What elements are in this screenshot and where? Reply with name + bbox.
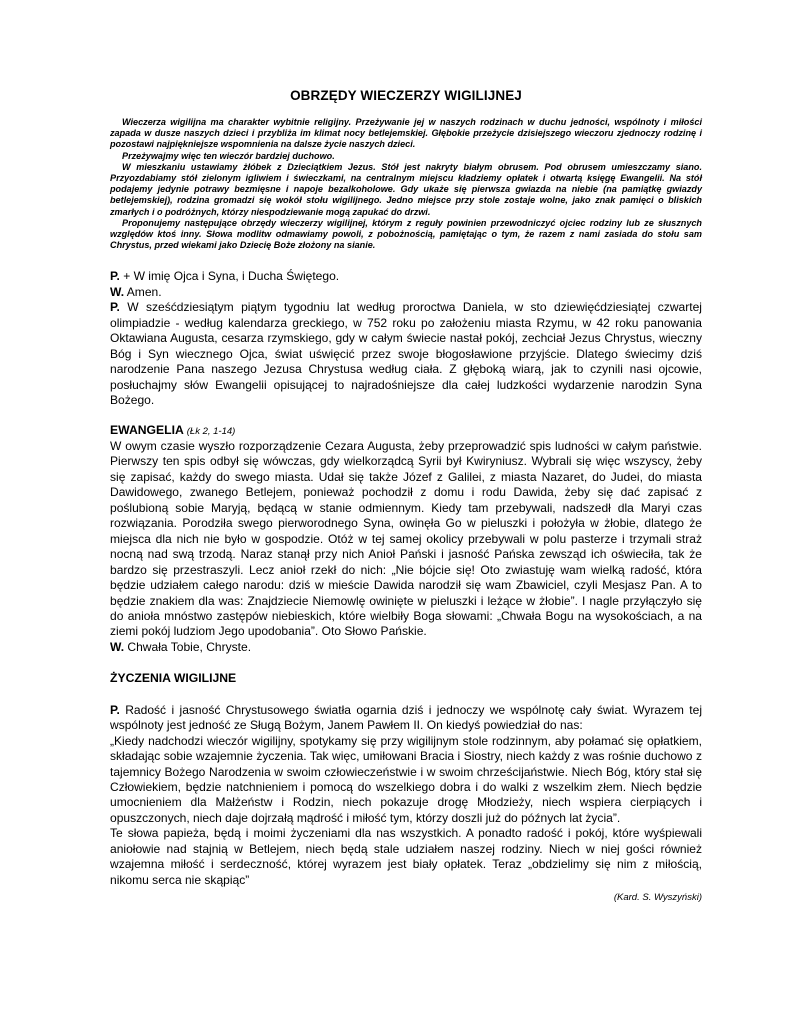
priest-marker: P. [110,269,120,284]
papal-quote: „Kiedy nadchodzi wieczór wigilijny, spotykamy się przy wigilijnym stole rodzinnym, aby połamać się opłatkiem, składając sobie wzajemnie życzenia. Tak więc, umiłowani Bracia i Siostry, niech każdy z was rośnie duchowo z tajemnicy Bożego Narodzenia w swoim człowieczeństwie i w swoim chrześcijaństwie. Niech Bóg, który stał się Człowiekiem, będzie natchnieniem i pomocą do wszelkiego dobra i do walki z wszelkim złem. Niech będzie umocnieniem dla Małżeństw i Rodzin, niech pokazuje drogę Młodzieży, niech wspiera cierpiących i opuszczonych, niech daje dojrzałą mądrość i miłość tym, którzy doszli już do późnych lat życia”. [110,733,702,825]
gospel-reference: (Łk 2, 1-14) [186,425,236,437]
priest-text: Radość i jasność Chrystusowego światła ogarnia dziś i jednoczy we wspólnotę cały świat. Wyrazem tej wspólnoty jest jedność ze Sługą Bożym, Janem Pawłem II. On kiedyś powiedział do nas: [110,702,702,733]
document-page [110,88,702,906]
intro-paragraph: Przeżywajmy więc ten wieczór bardziej duchowo. [122,150,335,161]
response-text: Chwała Tobie, Chryste. [124,639,252,654]
response-line [110,285,702,300]
wishes-priest-line [110,703,702,734]
intro-block [110,117,702,251]
gospel-title: EWANGELIA [110,422,184,437]
priest-marker: P. [110,300,120,315]
priest-line [110,269,702,284]
priest-text: + W imię Ojca i Syna, i Ducha Świętego. [119,269,340,284]
priest-introduction [110,300,702,408]
response-line [110,640,702,655]
priest-marker: P. [110,702,120,717]
wishes-heading: ŻYCZENIA WIGILIJNE [110,671,237,686]
page-title: OBRZĘDY WIECZERZY WIGILIJNEJ [290,88,522,103]
intro-paragraph: Wieczerza wigilijna ma charakter wybitnie religijny. Przeżywanie jej w naszych rodzinach w duchu jedności, wspólnoty i miłości zapada w dusze naszych dzieci i przybliża im klimat nocy betlejemskiej. Głębokie przeżycie dzisiejszego wieczoru zjednoczy rodzinę i pozostawi najpiękniejsze wspomnienia na dalsze życie naszych dzieci. [110,117,702,150]
gospel-text: W owym czasie wyszło rozporządzenie Cezara Augusta, żeby przeprowadzić spis ludności w całym państwie. Pierwszy ten spis odbył się wówczas, gdy wielkorządcą Syrii był Kwiryniusz. Wybrali się więc wszyscy, żeby się zapisać, każdy do swego miasta. Udał się także Józef z Galilei, z miasta Nazaret, do Judei, do miasta Dawidowego, zwanego Betlejem, ponieważ pochodził z domu i rodu Dawida, żeby się dać zapisać z poślubioną sobie Maryją, będącą w stanie odmiennym. Kiedy tam przebywali, nadszedł dla Maryi czas rozwiązania. Porodziła swego pierworodnego Syna, owinęła Go w pieluszki i położyła w żłobie, dlatego że miejsca dla nich nie było w gospodzie. Otóż w tej samej okolicy przebywali w polu pasterze i trzymali straż nocną nad swą trzodą. Naraz stanął przy nich Anioł Pański i jasność Pańska zewsząd ich oświeciła, tak że bardzo się przestraszyli. Lecz anioł rzekł do nich: „Nie bójcie się! Oto zwiastuję wam wielką radość, która będzie udziałem całego narodu: dziś w mieście Dawida narodził się wam Zbawiciel, czyli Mesjasz Pan. A to będzie znakiem dla was: Znajdziecie Niemowlę owinięte w pieluszki i leżące w żłobie”. I nagle przyłączyło się do anioła mnóstwo zastępów niebieskich, które wielbiły Boga słowami: „Chwała Bogu na wysokościach, a na ziemi pokój ludziom Jego upodobania”. Oto Słowo Pańskie. [110,438,702,639]
intro-paragraph: Proponujemy następujące obrzędy wieczerzy wigilijnej, którym z reguły powinien przewodniczyć ojciec rodziny lub ze słusznych względów ktoś inny. Słowa modlitw odmawiamy powoli, z pobożnością, pamiętając o tym, że razem z nami zasiada do stołu sam Chrystus, przed wiekami jako Dziecię Boże złożony na sianie. [110,217,702,251]
quote-attribution: (Kard. S. Wyszyński) [613,892,702,904]
response-marker: W. [110,639,125,654]
intro-paragraph: W mieszkaniu ustawiamy żłóbek z Dzieciątkiem Jezus. Stół jest nakryty białym obrusem. Pod obrusem umieszczamy siano. Przyozdabiamy stół zielonym igliwiem i świeczkami, na centralnym miejscu kładziemy opłatek i otwartą księgę Ewangelii. Na stół podajemy jedynie potrawy bezmięsne i napoje bezalkoholowe. Gdy ukaże się pierwsza gwiazda na niebie (na pamiątkę gwiazdy betlejemskiej), rodzina gromadzi się wokół stołu wigilijnego. Jedno miejsce przy stole zostaje wolne, jako znak pamięci o bliskich zmarłych i o podróżnych, którzy niespodziewanie mogą zapukać do drzwi. [110,161,702,217]
body-text [110,269,702,905]
gospel-heading [110,423,702,439]
closing-paragraph: Te słowa papieża, będą i moimi życzeniami dla nas wszystkich. A ponadto radość i pokój, które wyśpiewali aniołowie nad stajnią w Betlejem, niech będą stale udziałem naszej rodziny. Niech w niej gości również wzajemna miłość i serdeczność, której wyrazem jest biały opłatek. Teraz „obdzielimy się nim z miłością, nikomu serca nie skąpiąc” [110,826,702,887]
response-text: Amen. [124,284,162,299]
response-marker: W. [110,284,125,299]
priest-text: W sześćdziesiątym piątym tygodniu lat według proroctwa Daniela, w sto dziewięćdziesiątej czwartej olimpiadzie - według kalendarza greckiego, w 752 roku po założeniu miasta Rzymu, w 42 roku panowania Oktawiana Augusta, cesarza rzymskiego, gdy w całym świecie nastał pokój, zechciał Jezus Chrystus, wieczny Bóg i Syn wiecznego Ojca, świat uświęcić przez swoje błogosławione przyjście. Dlatego świecimy dziś narodzenie Pana naszego Jezusa Chrystusa według ciała. Z głęboką wiarą, jak to czynili nasi ojcowie, posłuchajmy słów Ewangelii opisującej to najradośniejsze dla całej ludzkości wydarzenie narodzin Syna Bożego. [110,300,702,408]
